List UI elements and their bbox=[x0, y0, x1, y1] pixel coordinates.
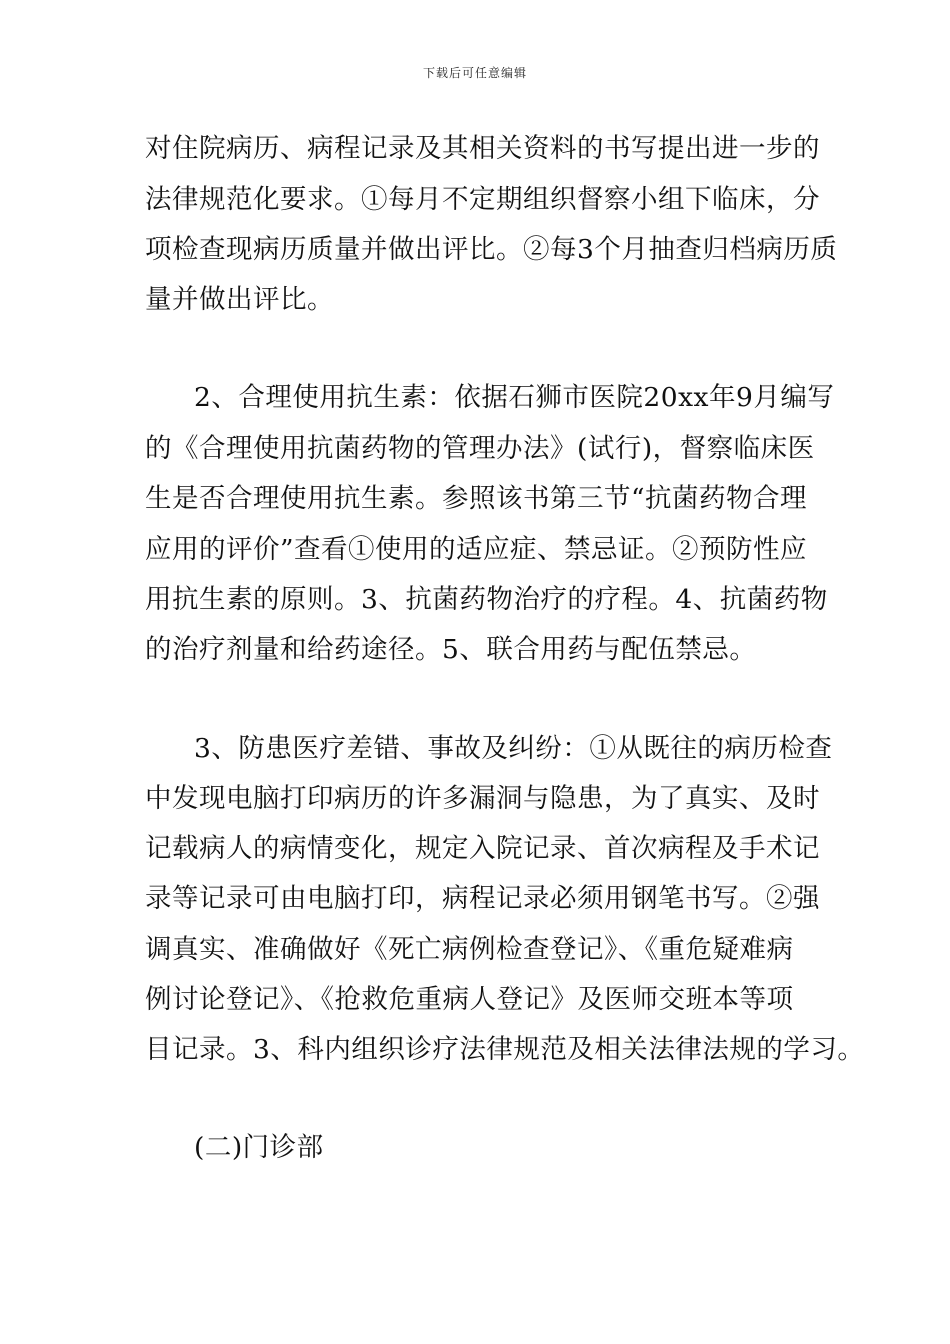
page-header: 下载后可任意编辑 bbox=[422, 66, 527, 80]
paragraph-3-line-5: 调真实、准确做好《死亡病例检查登记》、《重危疑难病 bbox=[145, 934, 794, 965]
paragraph-3-line-2: 中发现电脑打印病历的许多漏洞与隐患，为了真实、及时 bbox=[145, 783, 820, 814]
paragraph-3-line-6: 例讨论登记》、《抢救危重病人登记》及医师交班本等项 bbox=[145, 984, 794, 1015]
paragraph-1-line-4: 量并做出评比。 bbox=[145, 284, 334, 315]
paragraph-2-line-1: 2、合理使用抗生素：依据石狮市医院20xx年9月编写 bbox=[194, 382, 835, 413]
paragraph-3-line-4: 录等记录可由电脑打印，病程记录必须用钢笔书写。②强 bbox=[145, 883, 820, 914]
paragraph-3-line-7: 目记录。3、科内组织诊疗法律规范及相关法律法规的学习。 bbox=[145, 1034, 865, 1065]
paragraph-3-line-1: 3、防患医疗差错、事故及纠纷：①从既往的病历检查 bbox=[194, 733, 833, 764]
paragraph-2-line-3: 生是否合理使用抗生素。参照该书第三节“抗菌药物合理 bbox=[145, 483, 808, 514]
paragraph-3-line-3: 记载病人的病情变化，规定入院记录、首次病程及手术记 bbox=[145, 833, 820, 864]
paragraph-2-line-2: 的《合理使用抗菌药物的管理办法》(试行)，督察临床医 bbox=[145, 433, 815, 464]
paragraph-2-line-4: 应用的评价”查看①使用的适应症、禁忌证。②预防性应 bbox=[145, 534, 808, 565]
paragraph-1-line-1: 对住院病历、病程记录及其相关资料的书写提出进一步的 bbox=[145, 133, 820, 164]
paragraph-2-line-5: 用抗生素的原则。3、抗菌药物治疗的疗程。4、抗菌药物 bbox=[145, 584, 828, 615]
paragraph-2-line-6: 的治疗剂量和给药途径。5、联合用药与配伍禁忌。 bbox=[145, 634, 757, 665]
paragraph-1-line-2: 法律规范化要求。①每月不定期组织督察小组下临床，分 bbox=[145, 184, 820, 215]
section-heading-outpatient: (二)门诊部 bbox=[194, 1132, 324, 1163]
paragraph-1-line-3: 项检查现病历质量并做出评比。②每3个月抽查归档病历质 bbox=[145, 234, 838, 265]
